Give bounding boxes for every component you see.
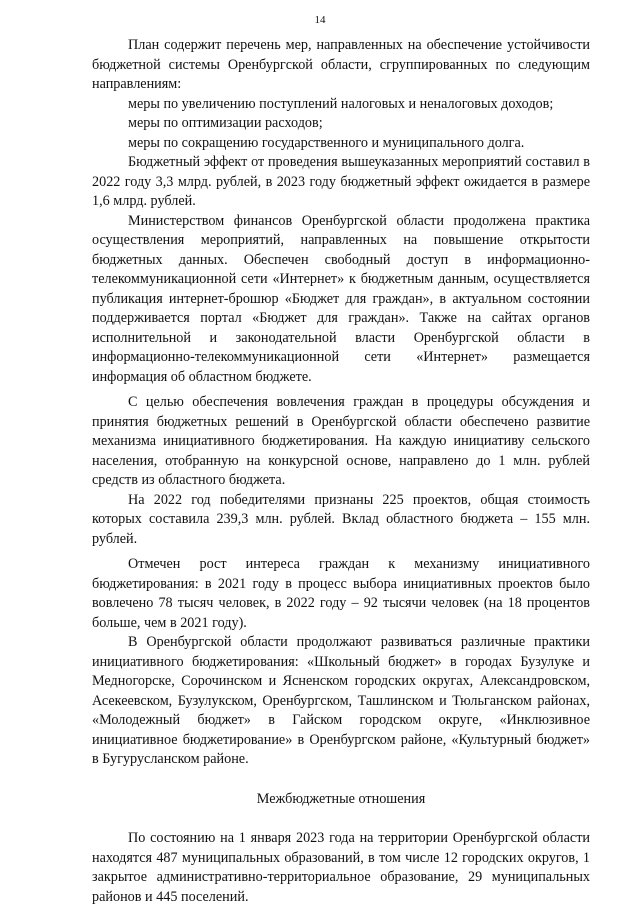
paragraph-openness: Министерством финансов Оренбургской области продолжена практика осуществления мероприятий, направленных на повышение открытости бюджетных данных. Обеспечен свободный доступ в информационно-телекоммуникационной сети «Интернет» к бюджетным данным, осуществляется публикация интернет-брошюр «Бюджет для граждан», в актуальном состоянии поддерживается портал «Бюджет для граждан». Также на сайтах органов исполнительной и законодательной власти Оренбургской области в информационно-телекоммуникационной сети «Интернет» размещается информация об областном бюджете. bbox=[92, 212, 590, 385]
paragraph-plan-intro: План содержит перечень мер, направленных на обеспечение устойчивости бюджетной системы Оренбургской области, сгруппированных по следующим направлениям: bbox=[92, 37, 590, 92]
page-number: 14 bbox=[314, 14, 326, 26]
paragraph-practices: В Оренбургской области продолжают развиваться различные практики инициативного бюджетирования: «Школьный бюджет» в городах Бузулуке и Медногорске, Сорочинском и Ясненском городских округах, Александровском, Асекеевском, Бузулукском, Оренбургском, Ташлинском и Тюльганском районах, «Молодежный бюджет» в Гайском городском округе, «Инклюзивное инициативное бюджетирование» в Оренбургском районе, «Культурный бюджет» в Бугурусланском районе. bbox=[92, 634, 590, 767]
paragraph-measure-revenue: меры по увеличению поступлений налоговых и неналоговых доходов; bbox=[128, 95, 554, 112]
document-body bbox=[92, 36, 590, 907]
section-heading: Межбюджетные отношения bbox=[256, 790, 426, 807]
paragraph-municipalities: По состоянию на 1 января 2023 года на территории Оренбургской области находятся 487 муниципальных образований, в том числе 12 городских округов, 1 закрытое административно-территориальное образование, 29 муниципальных районов и 445 поселений. bbox=[92, 830, 590, 905]
paragraph-measure-expenses: меры по оптимизации расходов; bbox=[128, 115, 323, 131]
paragraph-measure-debt: меры по сокращению государственного и муниципального долга. bbox=[128, 134, 525, 151]
paragraph-budget-effect: Бюджетный эффект от проведения вышеуказанных мероприятий составил в 2022 году 3,3 млрд. рублей, в 2023 году бюджетный эффект ожидается в размере 1,6 млрд. рублей. bbox=[92, 154, 590, 209]
paragraph-winners-2022: На 2022 год победителями признаны 225 проектов, общая стоимость которых составила 239,3 млн. рублей. Вклад областного бюджета – 155 млн. рублей. bbox=[92, 491, 590, 547]
paragraph-interest-growth: Отмечен рост интереса граждан к механизму инициативного бюджетирования: в 2021 году в процесс выбора инициативных проектов было вовлечено 78 тысяч человек, в 2022 году – 92 тысячи человек (на 18 процентов больше, чем в 2021 году). bbox=[92, 556, 590, 631]
paragraph-initiative-budgeting: С целью обеспечения вовлечения граждан в процедуры обсуждения и принятия бюджетных решений в Оренбургской области обеспечено развитие механизма инициативного бюджетирования. На каждую инициативу сельского населения, отобранную на конкурсной основе, направлено до 1 млн. рублей средств из областного бюджета. bbox=[92, 394, 590, 488]
